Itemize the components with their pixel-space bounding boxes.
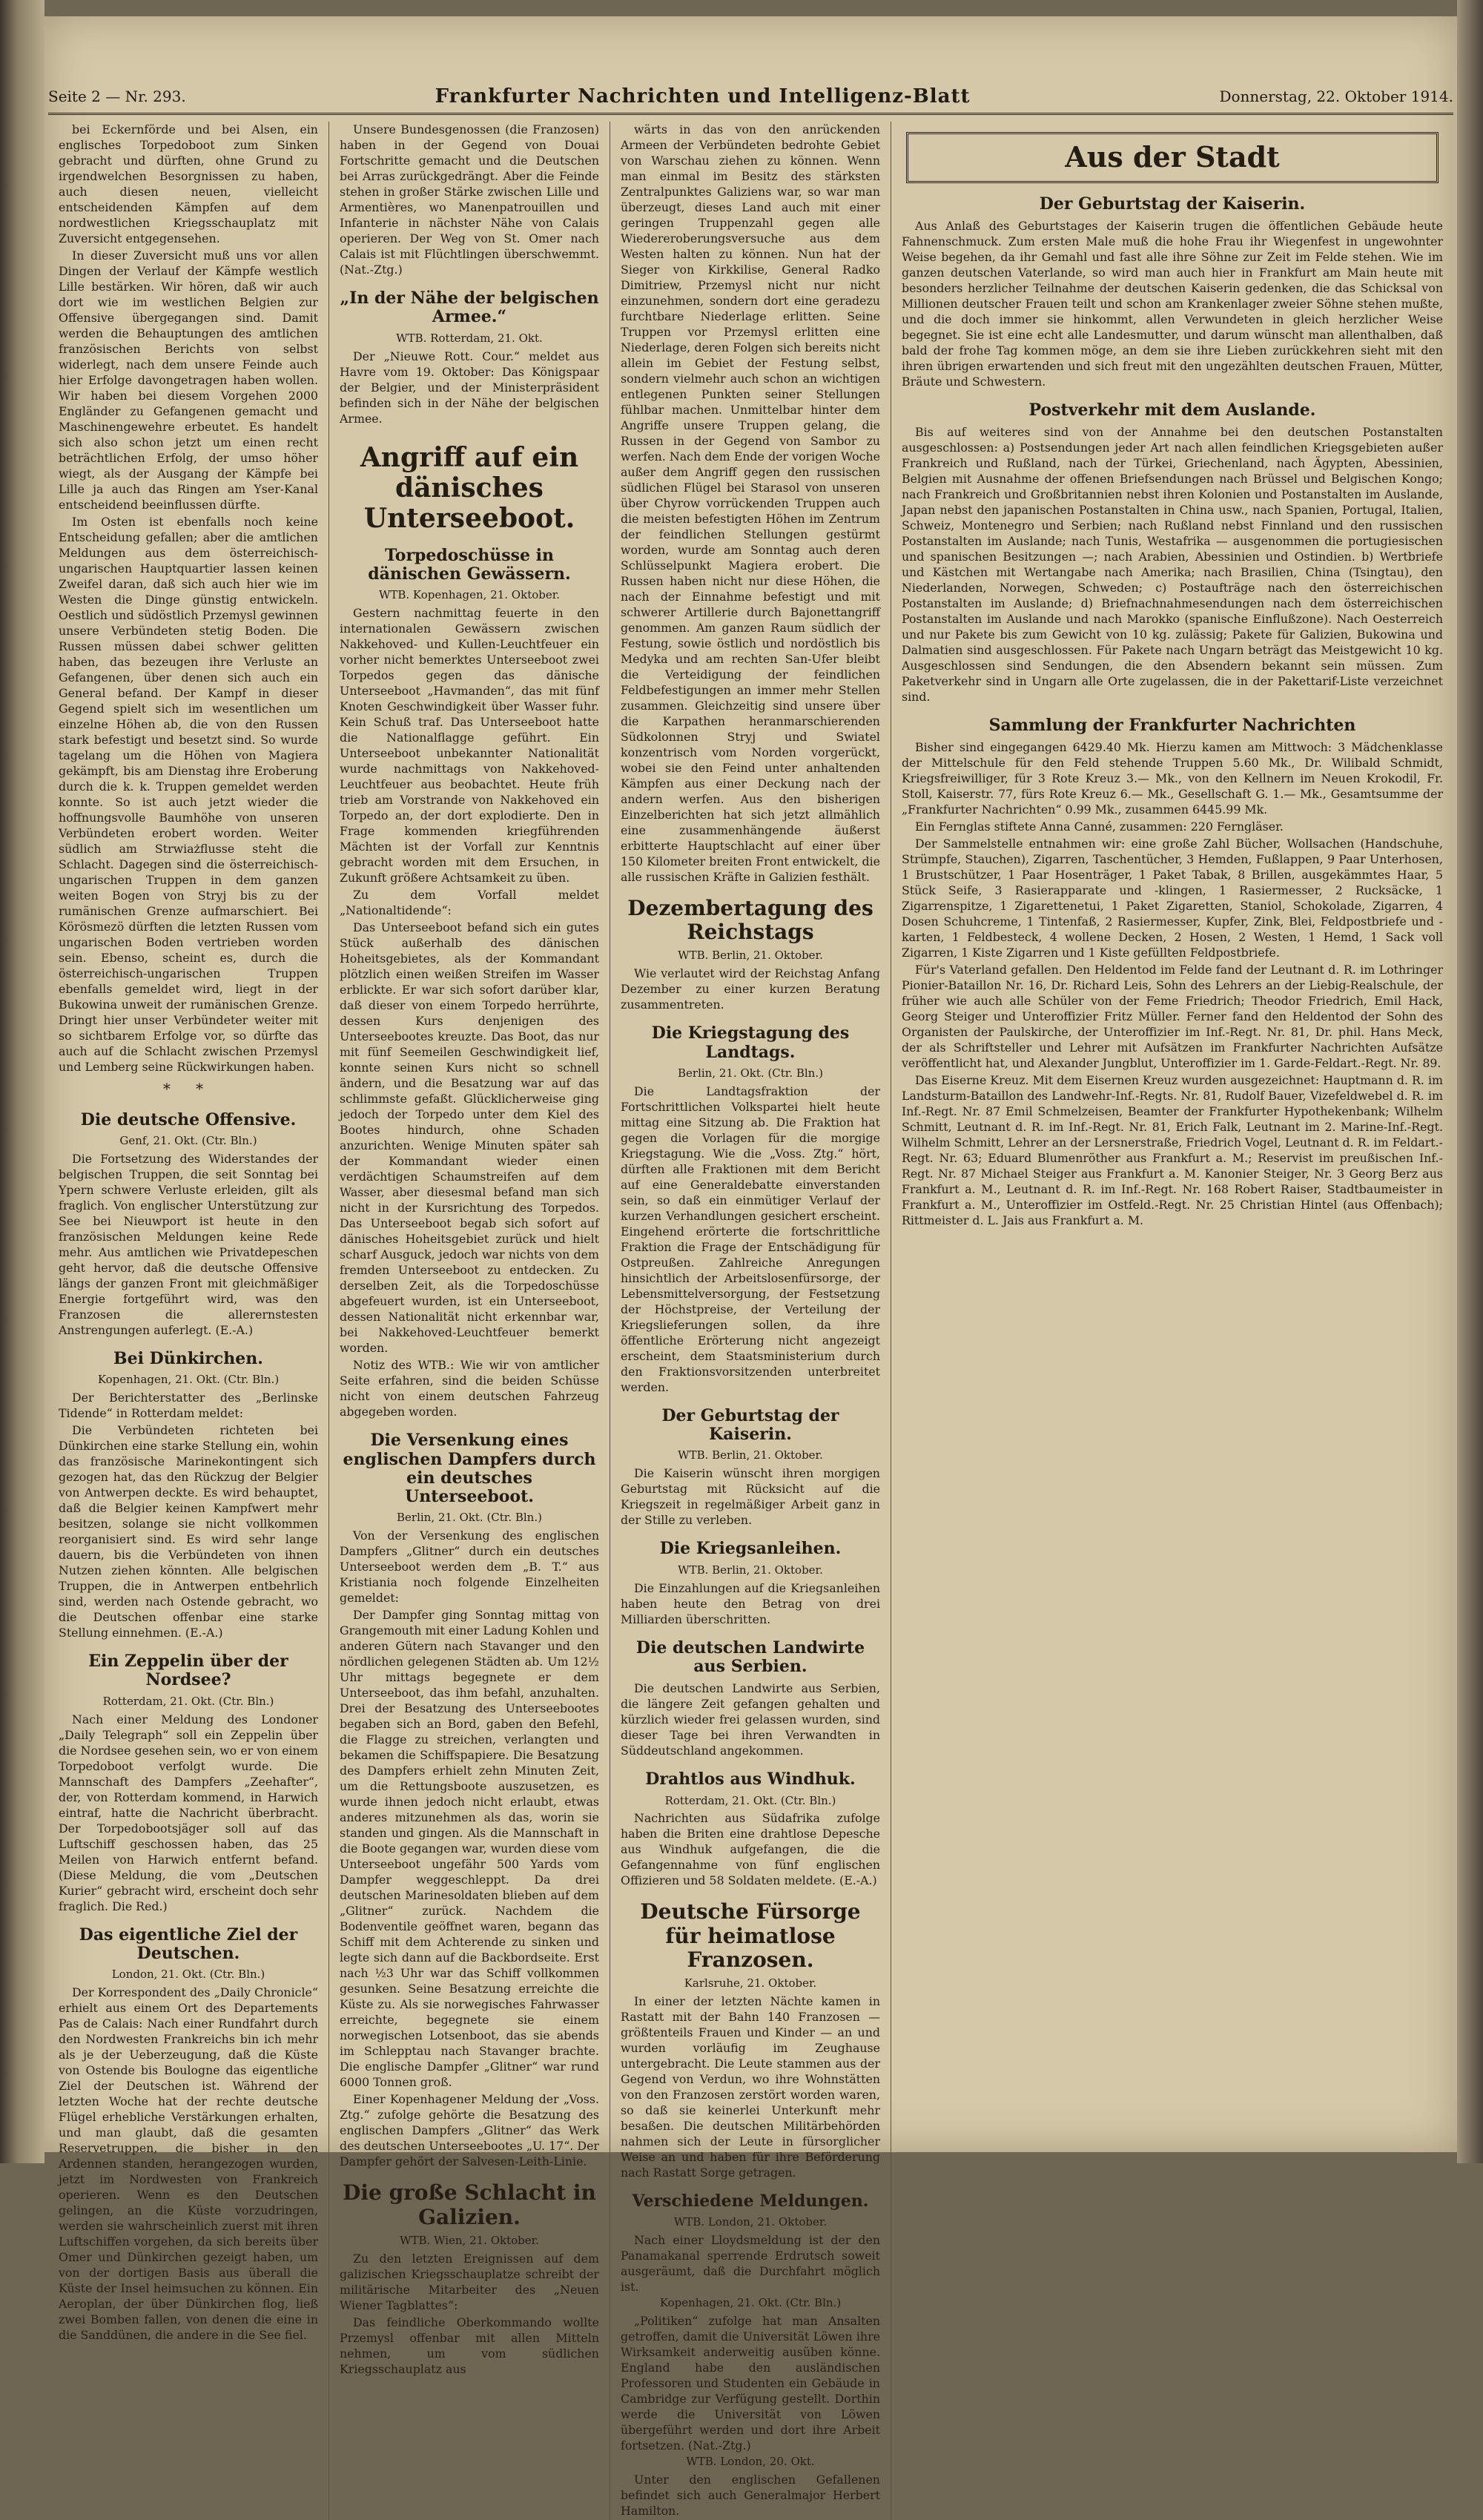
- article-paragraph: Das feindliche Oberkommando wollte Przemysl offenbar mit allen Mitteln nehmen, um vom südlichen Kriegsschauplatz aus: [340, 2315, 599, 2376]
- article-paragraph: Für's Vaterland gefallen. Den Heldentod im Felde fand der Leutnant d. R. im Lothringer Pionier-Bataillon Nr. 16, Dr. Richard Leis, Sohn des Lehrers an der Liebig-Realschule, der früher wie auch alle Schüler von der Feme Friedrich; Theodor Friedrich, Emil Hack, Georg Steiger und Unteroffizier Fritz Müller. Ferner fand den Heldentod der Sohn des Organisten der Paulskirche, der Unteroffizier im Inf.-Regt. Nr. 81, Dr. phil. Hans Meck, der als Schriftsteller und Lehrer mit Aufsätzen im Frankfurter Nachrichten Aufsätze veröffentlicht hat, und Alexander Jungblut, Unteroffizier im 1. Garde-Feldart.-Regt. Nr. 89.: [902, 963, 1443, 1071]
- article-paragraph: Der Sammelstelle entnahmen wir: eine große Zahl Bücher, Wollsachen (Handschuhe, Strümpfe, Stauchen), Zigarren, Taschentücher, 3 Hemden, Fußlappen, 9 Paar Unterhosen, 1 Brustschützer, 1 Paar Hosenträger, 1 Paket Tabak, 8 Brillen, ausgekämmtes Haar, 5 Stück Seife, 3 Rasierapparate und -klingen, 1 Rasiermesser, 2 Rucksäcke, 1 Zigarrenspitze, 1 Zigarettenetui, 1 Paket Zigaretten, Staniol, Schokolade, Zigarren, 4 Dosen Schuhcreme, 1 Tintenfaß, 2 Rasiermesser, Kupfer, Zink, Blei, Feldpostbriefe und -karten, 1 Feldbesteck, 4 wollene Decken, 2 Hosen, 2 Westen, 1 Hemd, 1 Sack voll Zigarren, 1 Kiste Zigarren und 1 Kiste gefüllten Feldpostbriefe.: [902, 837, 1443, 960]
- article-paragraph: Unter den englischen Gefallenen befindet sich auch Generalmajor Herbert Hamilton.: [621, 2473, 880, 2519]
- column-3: [610, 122, 891, 2520]
- dateline: Karlsruhe, 21. Oktober.: [684, 1976, 817, 1990]
- article-heading: Die deutschen Landwirte aus Serbien.: [635, 1637, 865, 1676]
- article-paragraph: Das Eiserne Kreuz. Mit dem Eisernen Kreuz wurden ausgezeichnet: Hauptmann d. R. im Landsturm-Bataillon des Landwehr-Inf.-Regts. Nr. 81, Rudolf Bauer, Vizefeldwebel d. R. im Inf.-Regt. Nr. 87 Emil Schmelzeisen, Beamter der Frankfurter Hypothekenbank; Wilhelm Schmitt, Leutnant d. R. im Inf.-Regt. Nr. 81, Erich Falk, Leutnant im 2. Marine-Inf.-Regt. Wilhelm Schmitt, Lehrer an der Lersnerstraße, Friedrich Vogel, Leutnant d. R. im Feldart.-Regt. Nr. 63; Eduard Blumenröther aus Frankfurt a. M.; Reservist im preußischen Inf.-Regt. Nr. 87 Michael Steiger aus Frankfurt a. M. Kanonier Steiger, Nr. 3 Georg Berz aus Frankfurt a. M., Leutnant d. R. im Inf.-Regt. Nr. 168 Robert Raiser, Stadtbaumeister in Frankfurt a. M., Unteroffizier im Ostfeld.-Regt. Nr. 25 Christian Hintel (aus Offenbach); Rittmeister d. L. Jais aus Frankfurt a. M.: [902, 1073, 1443, 1228]
- article-paragraph: Die Landtagsfraktion der Fortschrittlichen Volkspartei hielt heute mittag eine Sitzung ab. Die Fraktion hat gegen die Vorlagen für die morgige Kriegstagung. Wie die „Voss. Ztg.“ hört, dürften alle Fraktionen mit dem Bericht auf eine Generaldebatte einverstanden sein, so daß ein einmütiger Verlauf der kurzen Verhandlungen gesichert erscheint. Eingehend erörterte die fortschrittliche Fraktion die Frage der Entschädigung für Ostpreußen. Zahlreiche Anregungen hinsichtlich der Arbeitslosenfürsorge, der Lebensmittelversorgung, der Festsetzung der Höchstpreise, der Verteilung der Kriegslieferungen sollen, da ihre öffentliche Erörterung nicht angezeigt erscheint, dem Staatsministerium durch den Fraktionsvorsitzenden unterbreitet werden.: [621, 1083, 880, 1394]
- article-paragraph: In einer der letzten Nächte kamen in Rastatt mit der Bahn 140 Franzosen — größtenteils Frauen und Kinder — an und wurden vorläufig im Zeughause untergebracht. Die Leute stammen aus der Gegend von Verdun, wo ihre Wohnstätten von den Franzosen zerstört worden waren, so daß sie keinerlei Unterkunft mehr besaßen. Die deutschen Militärbehörden nahmen sich der Leute in fürsorglicher Weise an und haben für ihre Beförderung nach Rastatt Sorge getragen.: [621, 1993, 880, 2180]
- article-heading: Drahtlos aus Windhuk.: [645, 1769, 856, 1790]
- article-paragraph: Unsere Bundesgenossen (die Franzosen) haben in der Gegend von Douai Fortschritte gemacht und die Deutschen bei Arras zurückgedrängt. Aber die Feinde stehen in großer Stärke zwischen Lille und Armentières, wo Manenpatrouillen und Infanterie in nächster Nähe von Calais operieren. Der Weg von St. Omer nach Calais ist mit Flüchtlingen überschwemmt. (Nat.-Ztg.): [340, 122, 599, 277]
- article-paragraph: bei Eckernförde und bei Alsen, ein englisches Torpedoboot zum Sinken gebracht und dürften, ohne Grund zu irgendwelchen Besorgnissen zu haben, auch diesen neuen, vielleicht entscheidenden Kämpfen auf dem nordwestlichen Kriegsschauplatz mit Zuversicht entgegensehen.: [59, 122, 318, 245]
- article-paragraph: Gestern nachmittag feuerte in den internationalen Gewässern zwischen Nakkehoved- und Kullen-Leuchtfeuer ein vorher nicht bemerktes Unterseeboot zwei Torpedos gegen das dänische Unterseeboot „Havmanden“, das mit fünf Knoten Geschwindigkeit über Wasser fuhr. Kein Schuß traf. Das Unterseeboot hatte die Nationalflagge geführt. Ein Unterseeboot unbekannter Nationalität wurde nachmittags von Nakkehoved-Leuchtfeuer aus beobachtet. Heute früh trieb am Vorstrande von Nakkehoved ein Torpedo an, der dort explodierte. Den in Frage kommenden kriegführenden Mächten ist der Vorfall zur Kenntnis gebracht worden mit dem Ersuchen, in Zukunft größere Achtsamkeit zu üben.: [340, 606, 599, 885]
- article-paragraph: Wie verlautet wird der Reichstag Anfang Dezember zu einer kurzen Beratung zusammentreten.: [621, 966, 880, 1012]
- dateline: Kopenhagen, 21. Okt. (Ctr. Bln.): [659, 2296, 842, 2310]
- article-heading: Torpedoschüsse in dänischen Gewässern.: [368, 545, 571, 584]
- dateline: Genf, 21. Okt. (Ctr. Bln.): [119, 1133, 257, 1147]
- article-heading: „In der Nähe der belgischen Armee.“: [340, 288, 599, 327]
- article-paragraph: Die Fortsetzung des Widerstandes der belgischen Truppen, die seit Sonntag bei Ypern schwere Verluste erleiden, gilt als fraglich. Von englischer Unterstützung zur See bei Nieuwport ist heute in den französischen Meldungen keine Rede mehr. Aus amtlichen wie Privatdepeschen geht hervor, daß die deutsche Offensive längs der ganzen Front mit gleichmäßiger Energie fortgeführt wird, was den Franzosen die allerernstesten Anstrengungen auferlegt. (E.-A.): [59, 1151, 318, 1337]
- article-paragraph: wärts in das von den anrückenden Armeen der Verbündeten bedrohte Gebiet von Warschau ziehen zu können. Wenn man einmal im Besitz des stärksten Zentralpunktes Galiziens war, so war man überzeugt, dieses Land auch mit einer geringen Truppenzahl gegen alle Wiedereroberungsversuche aus dem Westen halten zu können. Nun hat der Sieger von Kirkkilise, General Radko Dimitriew, Przemysl nicht nur nicht einzunehmen, sondern dort eine geradezu furchtbare Niederlage erlitten. Seine Truppen vor Przemysl erlitten eine Niederlage, deren Folgen sich bereits nicht allein im Gebiet der Festung selbst, sondern vielmehr auch schon an wichtigen entlegenen Punkten seiner Stellungen fühlbar machen. Unmittelbar hinter dem Angriffe unsere Truppen gelang, die Russen in der Gegend von Sambor zu werfen. Nach dem Ende der vorigen Woche außer dem Angriff gegen den russischen südlichen Flügel bei Starasol von unseren über Chyrow vorrückenden Truppen auch die meisten befestigten Höhen im Zentrum der feindlichen Stellungen gestürmt worden, wurde am Sonntag auch deren Schlüsselpunkt Magiera erobert. Die Russen haben nicht nur diese Höhen, die nach der Einnahme befestigt und mit schwerer Artillerie durch Bajonettangriff genommen. Am ganzen Raum südlich der Festung, sowie östlich und nordöstlich bis Medyka und am rechten San-Ufer bleibt die Verteidigung der feindlichen Feldbefestigungen an immer mehr Stellen zusammen. Gleichzeitig sind unsere über die Karpathen heranmarschierenden Südkolonnen Stryj und Swiatel konzentrisch vom Norden vorgerückt, wobei sie den Feind unter anhaltenden Kämpfen aus einer Deckung nach der andern werfen. Aus den bisherigen Einzelberichten hat sich jetzt allmählich eine zusammenhängende äußerst erbitterte Hauptschlacht auf einer über 150 Kilometer breiten Front entwickelt, die alle russischen Kräfte in Galizien festhält.: [621, 122, 880, 884]
- article-paragraph: Zu den letzten Ereignissen auf dem galizischen Kriegsschauplatze schreibt der militärische Mitarbeiter des „Neuen Wiener Tagblattes“:: [340, 2251, 599, 2312]
- column-1: [48, 122, 329, 2520]
- section-separator: * *: [162, 1080, 214, 1098]
- dateline: WTB. Rotterdam, 21. Okt.: [396, 331, 543, 345]
- article-heading: Der Geburtstag der Kaiserin.: [1039, 194, 1306, 214]
- section-banner: Aus der Stadt: [906, 132, 1439, 183]
- dateline: WTB. Berlin, 21. Oktober.: [678, 1563, 823, 1577]
- article-heading: Bei Dünkirchen.: [113, 1348, 263, 1368]
- article-paragraph: Das Unterseeboot befand sich ein gutes Stück außerhalb des dänischen Hoheitsgebietes, als der Kommandant plötzlich einen weißen Streifen im Wasser erblickte. Er war sich sofort darüber klar, daß dieser von einem Torpedo herrührte, dessen Kurs denjenigen des Unterseebootes kreuzte. Das Boot, das nur mit fünf Seemeilen Geschwindigkeit lief, konnte seinen Kurs nicht so schnell ändern, und die Besatzung war auf das schlimmste gefaßt. Glücklicherweise ging jedoch der Torpedo unter dem Kiel des Bootes hindurch, ohne Schaden anzurichten. Wenige Minuten später sah der Kommandant wieder einen verdächtigen Schaumstreifen auf dem Wasser, aber diesesmal befand man sich nicht in der Kursrichtung des Torpedos. Das Unterseeboot begab sich sofort auf dänisches Hoheitsgebiet zurück und hielt scharf Ausguck, jedoch war nichts von dem fremden Unterseeboot zu entdecken. Zu derselben Zeit, als die Torpedoschüsse abgefeuert wurden, ist ein Unterseeboot, dessen Nationalität nicht erkennbar war, bei Nakkehoved-Leuchtfeuer bemerkt worden.: [340, 920, 599, 1356]
- article-paragraph: Zu dem Vorfall meldet „Nationaltidende“:: [340, 888, 599, 918]
- article-paragraph: Die Verbündeten richteten bei Dünkirchen eine starke Stellung ein, wohin das französische Marinekontingent sich gezogen hat, das den Rückzug der Belgier von Antwerpen deckte. Es wird behauptet, daß die Belgier keinen Kampfwert mehr besitzen, solange sie nicht vollkommen reorganisiert sind. Es wird sehr lange dauern, bis die Verbündeten von ihnen Nutzen ziehen könnten. Alle belgischen Truppen, die in Antwerpen entbehrlich sind, werden nach Ostende gebracht, wo die Deutschen offenbar eine starke Stellung einnehmen. (E.-A.): [59, 1423, 318, 1640]
- article-paragraph: Nach einer Meldung des Londoner „Daily Telegraph“ soll ein Zeppelin über die Nordsee gesehen sein, wo er von einem Torpedoboot verfolgt wurde. Die Mannschaft des Dampfers „Zeehafter“, der, von Rotterdam kommend, in Harwich eintraf, hatte die Nachricht überbracht. Der Torpedobootsjäger soll auf das Luftschiff geschossen haben, das 25 Meilen von Harwich entfernt befand. (Diese Meldung, die vom „Deutschen Kurier“ gebracht wird, erscheint doch sehr fraglich. Die Red.): [59, 1712, 318, 1913]
- article-paragraph: Die deutschen Landwirte aus Serbien, die längere Zeit gefangen gehalten und kürzlich wieder frei gelassen wurden, sind dieser Tage bei ihren Verwandten in Süddeutschland angekommen.: [621, 1681, 880, 1758]
- article-paragraph: Im Osten ist ebenfalls noch keine Entscheidung gefallen; aber die amtlichen Meldungen aus dem österreichisch-ungarischen Hauptquartier lassen keinen Zweifel daran, daß sich auch hier wie im Westen die Dinge günstig entwickeln. Oestlich und südöstlich Przemysl gewinnen unsere Verbündeten stetig Boden. Die Russen müssen dabei schwer gelitten haben, das bezeugen ihre Verluste an Gefangenen, über denen sich auch ein General befand. Der Kampf in dieser Gegend spielt sich im wesentlichen um einzelne Höhen ab, die von den Russen stark befestigt und besetzt sind. So wurde tagelang um die Höhen von Magiera gekämpft, bis am Dienstag ihre Eroberung durch die k. k. Truppen gemeldet werden konnte. So ist auch jetzt wieder die hoffnungsvolle Baumhöhe von unseren Verbündeten erobert worden. Weiter südlich am Strwiażflusse steht die Schlacht. Dagegen sind die österreichisch-ungarischen Truppen in dem ganzen weiten Bogen von Stryj bis zu der rumänischen Grenze aufmarschiert. Bei Körösmezö dürften die letzten Russen vom ungarischen Boden vertrieben worden sein. Ebenso, scheint es, durch die österreichisch-ungarischen Truppen ebenfalls gemeldet wird, liegt in der Bukowina unweit der rumänischen Grenze. Dringt hier unser Verbündeter weiter mit so sichtbarem Erfolge vor, so dürfte das auch auf die Schlacht zwischen Przemysl und Lemberg seine Rückwirkungen haben.: [59, 515, 318, 1074]
- article-paragraph: Von der Versenkung des englischen Dampfers „Glitner“ durch ein deutsches Unterseeboot werden dem „B. T.“ aus Kristiania noch folgende Einzelheiten gemeldet:: [340, 1528, 599, 1606]
- masthead-page-number: Seite 2 — Nr. 293.: [48, 88, 186, 105]
- article-heading: Die Versenkung eines englischen Dampfers durch ein deutsches Unterseeboot.: [343, 1431, 596, 1507]
- dateline: WTB. London, 21. Oktober.: [673, 2215, 828, 2229]
- article-heading: Sammlung der Frankfurter Nachrichten: [988, 716, 1356, 736]
- article-heading: Ein Zeppelin über der Nordsee?: [88, 1652, 288, 1690]
- article-paragraph: Der Berichterstatter des „Berlinske Tidende“ in Rotterdam meldet:: [59, 1391, 318, 1421]
- article-paragraph: Die Kaiserin wünscht ihren morgigen Geburtstag mit Rücksicht auf die Kriegszeit in regelmäßiger Arbeit ganz in der Stille zu verleben.: [621, 1466, 880, 1528]
- article-paragraph: Der „Nieuwe Rott. Cour.“ meldet aus Havre vom 19. Oktober: Das Königspaar der Belgier, und der Ministerpräsident befinden sich in der Nähe der belgischen Armee.: [340, 349, 599, 426]
- article-headline: Angriff auf ein dänisches Unterseeboot.: [360, 441, 579, 535]
- article-headline: Die große Schlacht in Galizien.: [343, 2180, 596, 2229]
- article-headline: Deutsche Fürsorge für heimatlose Franzosen.: [640, 1899, 861, 1972]
- article-paragraph: Notiz des WTB.: Wie wir von amtlicher Seite erfahren, sind die beiden Schüsse nicht von einem deutschen Fahrzeug abgegeben worden.: [340, 1358, 599, 1419]
- article-paragraph: Der Korrespondent des „Daily Chronicle“ erhielt aus einem Ort des Departements Pas de Calais: Nach einer Rundfahrt durch den Nordwesten Frankreichs bin ich mehr als je der Ueberzeugung, daß die Küste von Ostende bis Boulogne das eigentliche Ziel der Deutschen ist. Während der letzten Woche hat der rechte deutsche Flügel erhebliche Verstärkungen erhalten, und man glaubt, daß die gesamten Reservetruppen, die bisher in den Ardennen standen, herangezogen wurden, jetzt im Nordwesten von Frankreich operieren. Wenn es den Deutschen gelingen, an die Küste vorzudringen, werden sie wahrscheinlich zuerst mit ihren Luftschiffen vorgehen, da sich bereits über Omer und Dünkirchen gezeigt haben, um von der dortigen Basis aus überall die Küste der Insel heimsuchen zu können. Ein Aeroplan, der über Dünkirchen flog, ließ zwei Bomben fallen, von denen die eine in die Sanddünen, die andere in die See fiel.: [59, 1985, 318, 2343]
- dateline: Berlin, 21. Okt. (Ctr. Bln.): [397, 1511, 542, 1525]
- article-paragraph: In dieser Zuversicht muß uns vor allen Dingen der Verlauf der Kämpfe westlich Lille bestärken. Wir hören, daß wir auch dort wie im westlichen Belgien zur Offensive übergegangen sind. Damit werden die Behauptungen des amtlichen französischen Berichts von selbst widerlegt, nach dem unsere Feinde auch hier Erfolge davongetragen haben wollen. Wir haben bei diesem Vorgehen 2000 Engländer zu Gefangenen gemacht und Maschinengewehre erbeutet. Es handelt sich also schon jetzt um einen recht beträchtlichen Erfolg, der umso höher wiegt, als der Ausgang der Kämpfe bei Lille ja auch das Ringen am Yser-Kanal entscheidend beeinflussen dürfte.: [59, 248, 318, 512]
- dateline: Rotterdam, 21. Okt. (Ctr. Bln.): [102, 1694, 274, 1708]
- dateline: Berlin, 21. Okt. (Ctr. Bln.): [678, 1066, 823, 1080]
- dateline: WTB. Kopenhagen, 21. Oktober.: [378, 588, 561, 602]
- article-columns: [48, 122, 1453, 2519]
- dateline: WTB. Wien, 21. Oktober.: [400, 2233, 539, 2247]
- column-4: [891, 122, 1453, 2520]
- article-paragraph: Der Dampfer ging Sonntag mittag von Grangemouth mit einer Ladung Kohlen und anderen Gütern nach Stavanger und den nördlichen gelegenen Städten ab. Um 12½ Uhr mittags begegnete er dem Unterseeboot, das ihm befahl, anzuhalten. Drei der Besatzung des Unterseebootes begaben sich an Bord, gaben den Befehl, die Flagge zu streichen, verlangten und bekamen die Schiffspapiere. Die Besatzung des Dampfers erhielt zehn Minuten Zeit, um die Rettungsboote auszusetzen, es wurde ihnen jedoch nicht erlaubt, etwas anderes mitzunehmen als das, worin sie standen und gingen. Als die Mannschaft in die Boote gegangen war, wurden diese vom Unterseeboot ungefähr 500 Yards vom Dampfer weggeschleppt. Da drei deutschen Marinesoldaten blieben auf dem „Glitner“ zurück. Nachdem die Bodenventile geöffnet waren, begann das Schiff mit dem Achterende zu sinken und legte sich dann auf die Backbordseite. Erst nach ½3 Uhr war das Schiff vollkommen gesunken. Seine Besatzung erreichte die Küste zu. Als sie norwegisches Fahrwasser erreichte, begegnete sie einem norwegischen Lotsenboot, das sie abends im Schlepptau nach Stavanger brachte. Die englische Dampfer „Glitner“ war rund 6000 Tonnen groß.: [340, 1608, 599, 2090]
- article-paragraph: Nach einer Lloydsmeldung ist der den Panamakanal sperrende Erdrutsch soweit ausgeräumt, daß die Durchfahrt möglich ist.: [621, 2233, 880, 2295]
- dateline: Kopenhagen, 21. Okt. (Ctr. Bln.): [97, 1373, 280, 1387]
- dateline: Rotterdam, 21. Okt. (Ctr. Bln.): [664, 1793, 836, 1807]
- article-paragraph: Bis auf weiteres sind von der Annahme bei den deutschen Postanstalten ausgeschlossen: a) Postsendungen jeder Art nach allen feindlichen Kriegsgebieten außer Frankreich und Rußland, nach der Türkei, Griechenland, nach Ägypten, Abessinien, Belgien mit Ausnahme der offenen Briefsendungen nach Brüssel und Belgischen Kongo; nach Frankreich und Großbritannien nebst ihren Kolonien und Postanstalten im Auslande, Japan nebst den japanischen Postanstalten in China usw., nach Spanien, Portugal, Italien, Schweiz, Montenegro und Serbien; nach Rußland nebst Finnland und den russischen Postanstalten im Auslande; nach Tunis, Westafrika — ausgenommen die portugiesischen und spanischen Besitzungen —; nach Arabien, Abessinien und Ostindien. b) Wertbriefe und Kästchen mit Wertangabe nach Amerika; nach Brasilien, China (Tsingtau), den Niederlanden, Norwegen, Schweden; c) Postaufträge nach den österreichischen Postanstalten im Auslande; d) Briefnachnahmesendungen nach dem österreichischen Postanstalten im Auslande und nach Marokko (spanische Einflußzone). Nach Oesterreich und nur Pakete bis zum Gewicht von 10 kg. zulässig; Pakete für Galizien, Bukowina und Dalmatien sind ausgeschlossen. Für Pakete nach Ungarn beträgt das Meistgewicht 10 kg. Ausgeschlossen sind Sendungen, die den Absendern bekannt sein müssen. Zum Paketverkehr sind in Ungarn alle Orte zugelassen, die in der Pakettarif-Liste verzeichnet sind.: [902, 425, 1443, 705]
- dateline: London, 21. Okt. (Ctr. Bln.): [111, 1967, 265, 1982]
- article-heading: Postverkehr mit dem Auslande.: [1028, 400, 1316, 420]
- article-paragraph: Ein Fernglas stiftete Anna Canné, zusammen: 220 Ferngläser.: [915, 819, 1284, 834]
- article-heading: Der Geburtstag der Kaiserin.: [661, 1405, 839, 1445]
- dateline: WTB. London, 20. Okt.: [686, 2455, 815, 2469]
- dateline: WTB. Berlin, 21. Oktober.: [678, 1448, 823, 1462]
- article-paragraph: Nachrichten aus Südafrika zufolge haben die Briten eine drahtlose Depesche aus Windhuk aufgefangen, die die Gefangennahme von fünf englischen Offizieren und 58 Soldaten meldete. (E.-A.): [621, 1811, 880, 1888]
- article-heading: Das eigentliche Ziel der Deutschen.: [79, 1924, 298, 1963]
- column-2: [329, 122, 610, 2520]
- article-heading: Die Kriegsanleihen.: [659, 1539, 842, 1559]
- article-heading: Die Kriegstagung des Landtags.: [651, 1023, 850, 1062]
- masthead-date: Donnerstag, 22. Oktober 1914.: [1219, 88, 1453, 105]
- article-paragraph: „Politiken“ zufolge hat man Ansalten getroffen, damit die Universität Löwen ihre Wirksamkeit anderweitig ausüben könne. England habe den ausländischen Professoren und Studenten ein Gebäude in Cambridge zur Verfügung gestellt. Dorthin werde die Universität von Löwen übergeführt werden und dort ihre Arbeit fortsetzen. (Nat.-Ztg.): [621, 2314, 880, 2453]
- article-heading: Die deutsche Offensive.: [80, 1109, 297, 1129]
- masthead: [48, 80, 1453, 115]
- page-edge: [1457, 0, 1483, 2163]
- article-paragraph: Bisher sind eingegangen 6429.40 Mk. Hierzu kamen am Mittwoch: 3 Mädchenklasse der Mittelschule für den Feld stehende Truppen 5.60 Mk., Dr. Wilibald Schmidt, Kriegsfreiwilliger, für 3 Rote Kreuz 3.— Mk., von den Kellnern im Neuen Krokodil, Fr. Stoll, Kaiserstr. 77, fürs Rote Kreuz 6.— Mk., Gesellschaft G. 1.— Mk., Gesamtsumme der „Frankfurter Nachrichten“ 0.99 Mk., zusammen 6445.99 Mk.: [902, 740, 1443, 817]
- dateline: WTB. Berlin, 21. Oktober.: [678, 949, 823, 963]
- article-paragraph: Einer Kopenhagener Meldung der „Voss. Ztg.“ zufolge gehörte die Besatzung des englischen Dampfers „Glitner“ das Werk des deutschen Unterseebootes „U. 17“. Der Dampfer gehört der Salvesen-Leith-Linie.: [340, 2092, 599, 2169]
- article-paragraph: Die Einzahlungen auf die Kriegsanleihen haben heute den Betrag von drei Milliarden überschritten.: [621, 1580, 880, 1626]
- article-headline: Dezembertagung des Reichstags: [627, 896, 873, 945]
- article-heading: Verschiedene Meldungen.: [632, 2191, 869, 2211]
- page-gutter: [0, 0, 44, 2163]
- article-paragraph: Aus Anlaß des Geburtstages der Kaiserin trugen die öffentlichen Gebäude heute Fahnenschmuck. Zum ersten Male muß die hohe Frau ihr Wiegenfest in ungewohnter Weise begehen, da ihr Gemahl und fast alle ihre Söhne zur Zeit im Felde stehen. Wie im ganzen deutschen Vaterlande, so wird man auch hier in Frankfurt am Main heute mit besonders herzlicher Teilnahme der deutschen Kaiserin gedenken, die das Schicksal von Millionen deutscher Frauen teilt und schon am Krankenlager zweier Söhne stehen mußte, und die doch immer sie hinkommt, allen Verwundeten in gleich herzlicher Weise begegnet. Sie ist eine echt alle Landesmutter, und darum wünscht man allenthalben, daß bald der frohe Tag kommen möge, an dem sie ihre Lieben zurückkehren sieht mit den ihren übrigen erwartenden und sich freut mit den ungezählten deutschen Frauen, Mütter, Bräute und Schwestern.: [902, 218, 1443, 389]
- masthead-title: Frankfurter Nachrichten und Intelligenz-Blatt: [435, 85, 971, 108]
